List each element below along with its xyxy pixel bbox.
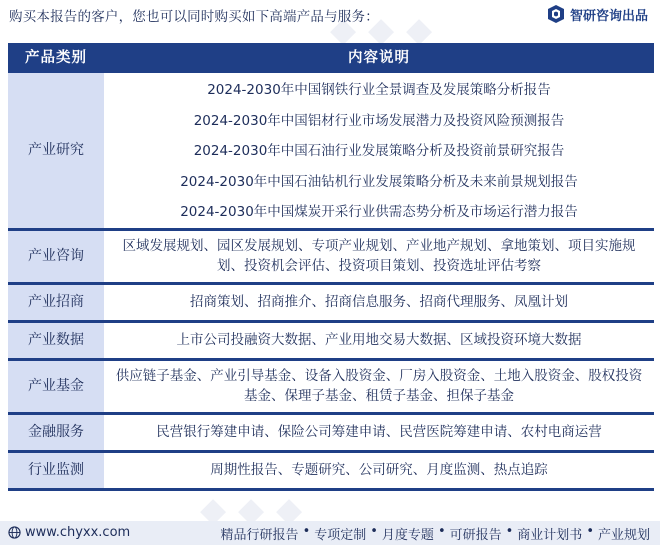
content-cell: 区域发展规划、园区发展规划、专项产业规划、产业地产规划、拿地策划、项目实施规划、投资机会评估、投资项目策划、投资选址评估考察	[104, 229, 654, 283]
category-cell: 金融服务	[8, 413, 104, 451]
footer-link[interactable]: 产业规划	[597, 528, 650, 543]
footer-link[interactable]: 月度专题	[381, 528, 434, 543]
table-row	[8, 321, 654, 359]
watermark: ◆ ◆ ◆	[330, 10, 433, 50]
footer-link[interactable]: 专项定制	[314, 528, 367, 543]
report-item[interactable]: 2024-2030年中国煤炭开采行业供需态势分析及市场运行潜力报告	[180, 204, 578, 220]
category-cell: 行业监测	[8, 451, 104, 489]
footer-link[interactable]: 可研报告	[449, 528, 502, 543]
brand-logo-icon	[546, 4, 566, 24]
content-cell: 民营银行筹建申请、保险公司筹建申请、民营医院筹建申请、农村电商运营	[104, 413, 654, 451]
intro-text: 购买本报告的客户，您也可以同时购买如下高端产品与服务：	[9, 9, 379, 25]
category-cell: 产业数据	[8, 321, 104, 359]
footer-links	[221, 524, 650, 543]
table-row	[8, 413, 654, 451]
globe-icon	[8, 526, 21, 539]
report-item[interactable]: 2024-2030年中国铝材行业市场发展潜力及投资风险预测报告	[193, 112, 565, 129]
report-item[interactable]: 2024-2030年中国石油行业发展策略分析及投资前景研究报告	[193, 143, 565, 159]
table-row	[8, 283, 654, 321]
report-item[interactable]: 2024-2030年中国钢铁行业全景调查及发展策略分析报告	[207, 82, 551, 98]
table-row	[8, 451, 654, 489]
category-cell: 产业咨询	[8, 229, 104, 283]
table-row	[8, 71, 654, 229]
table-row	[8, 359, 654, 413]
category-cell: 产业研究	[8, 71, 104, 229]
footer-link[interactable]: 精品行研报告	[220, 528, 299, 543]
header-category: 产品类别	[8, 43, 104, 71]
content-cell: 供应链子基金、产业引导基金、设备入股资金、厂房入股资金、土地入股资金、股权投资基金、保理子基金、租赁子基金、担保子基金	[104, 359, 654, 413]
report-item[interactable]: 2024-2030年中国石油钻机行业发展策略分析及未来前景规划报告	[180, 173, 578, 190]
top-bar	[0, 0, 660, 28]
category-cell: 产业基金	[8, 359, 104, 413]
footer-separator: •	[437, 524, 446, 539]
content-cell: 周期性报告、专题研究、公司研究、月度监测、热点追踪	[104, 451, 654, 489]
content-cell: 上市公司投融资大数据、产业用地交易大数据、区域投资环境大数据	[104, 321, 654, 359]
services-table	[8, 43, 654, 489]
site-url: www.chyxx.com	[25, 525, 131, 540]
footer-separator: •	[586, 524, 594, 539]
site-link[interactable]	[8, 525, 130, 540]
brand	[546, 4, 648, 24]
footer-separator: •	[370, 524, 378, 539]
footer-link[interactable]: 商业计划书	[517, 528, 583, 543]
footer	[0, 521, 660, 545]
category-cell: 产业招商	[8, 283, 104, 321]
table-row	[8, 229, 654, 283]
header-content: 内容说明	[104, 43, 654, 71]
brand-name: 智研咨询出品	[569, 8, 648, 24]
footer-separator: •	[302, 524, 311, 539]
watermark: ◆ ◆ ◆	[200, 490, 303, 530]
footer-separator: •	[505, 524, 514, 539]
content-cell	[104, 71, 654, 229]
content-cell: 招商策划、招商推介、招商信息服务、招商代理服务、凤凰计划	[104, 283, 654, 321]
